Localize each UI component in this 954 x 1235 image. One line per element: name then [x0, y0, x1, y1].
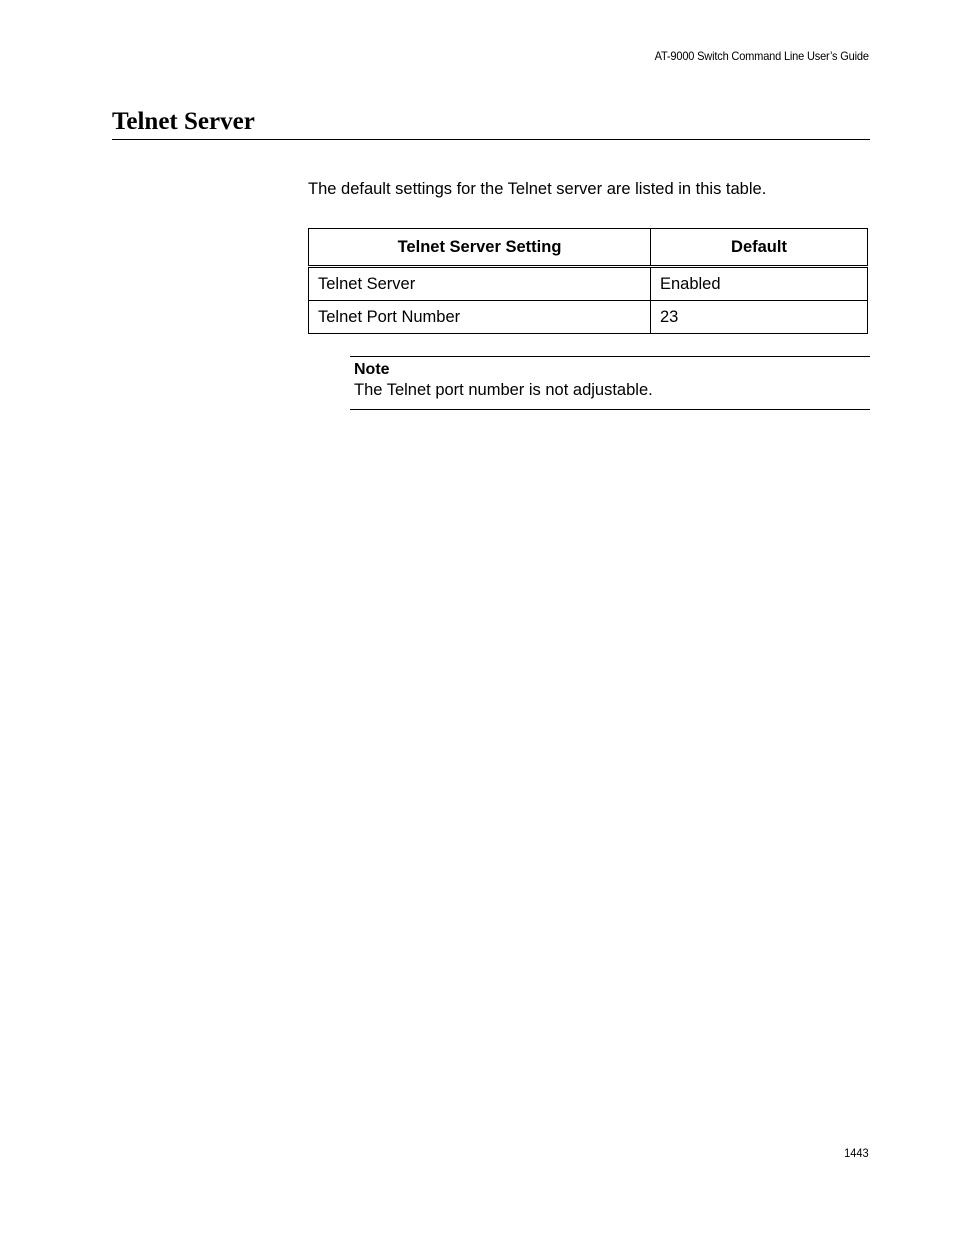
running-header: AT-9000 Switch Command Line User’s Guide: [654, 49, 869, 63]
table-cell-default: 23: [650, 301, 867, 334]
table-cell-default: Enabled: [650, 267, 867, 301]
telnet-defaults-table: [308, 228, 868, 334]
table-row: [309, 301, 868, 334]
table-header-row: [309, 229, 868, 267]
table-cell-setting: Telnet Port Number: [309, 301, 651, 334]
column-header-setting: Telnet Server Setting: [309, 229, 651, 267]
column-header-default: Default: [650, 229, 867, 267]
title-rule: [112, 139, 870, 140]
note-label: Note: [354, 361, 390, 378]
note-text: The Telnet port number is not adjustable.: [354, 381, 653, 399]
section-title: Telnet Server: [112, 108, 255, 135]
table-cell-setting: Telnet Server: [309, 267, 651, 301]
intro-paragraph: The default settings for the Telnet server are listed in this table.: [308, 180, 767, 198]
note-box: [350, 356, 870, 410]
page-number: 1443: [844, 1146, 869, 1160]
table-row: [309, 267, 868, 301]
